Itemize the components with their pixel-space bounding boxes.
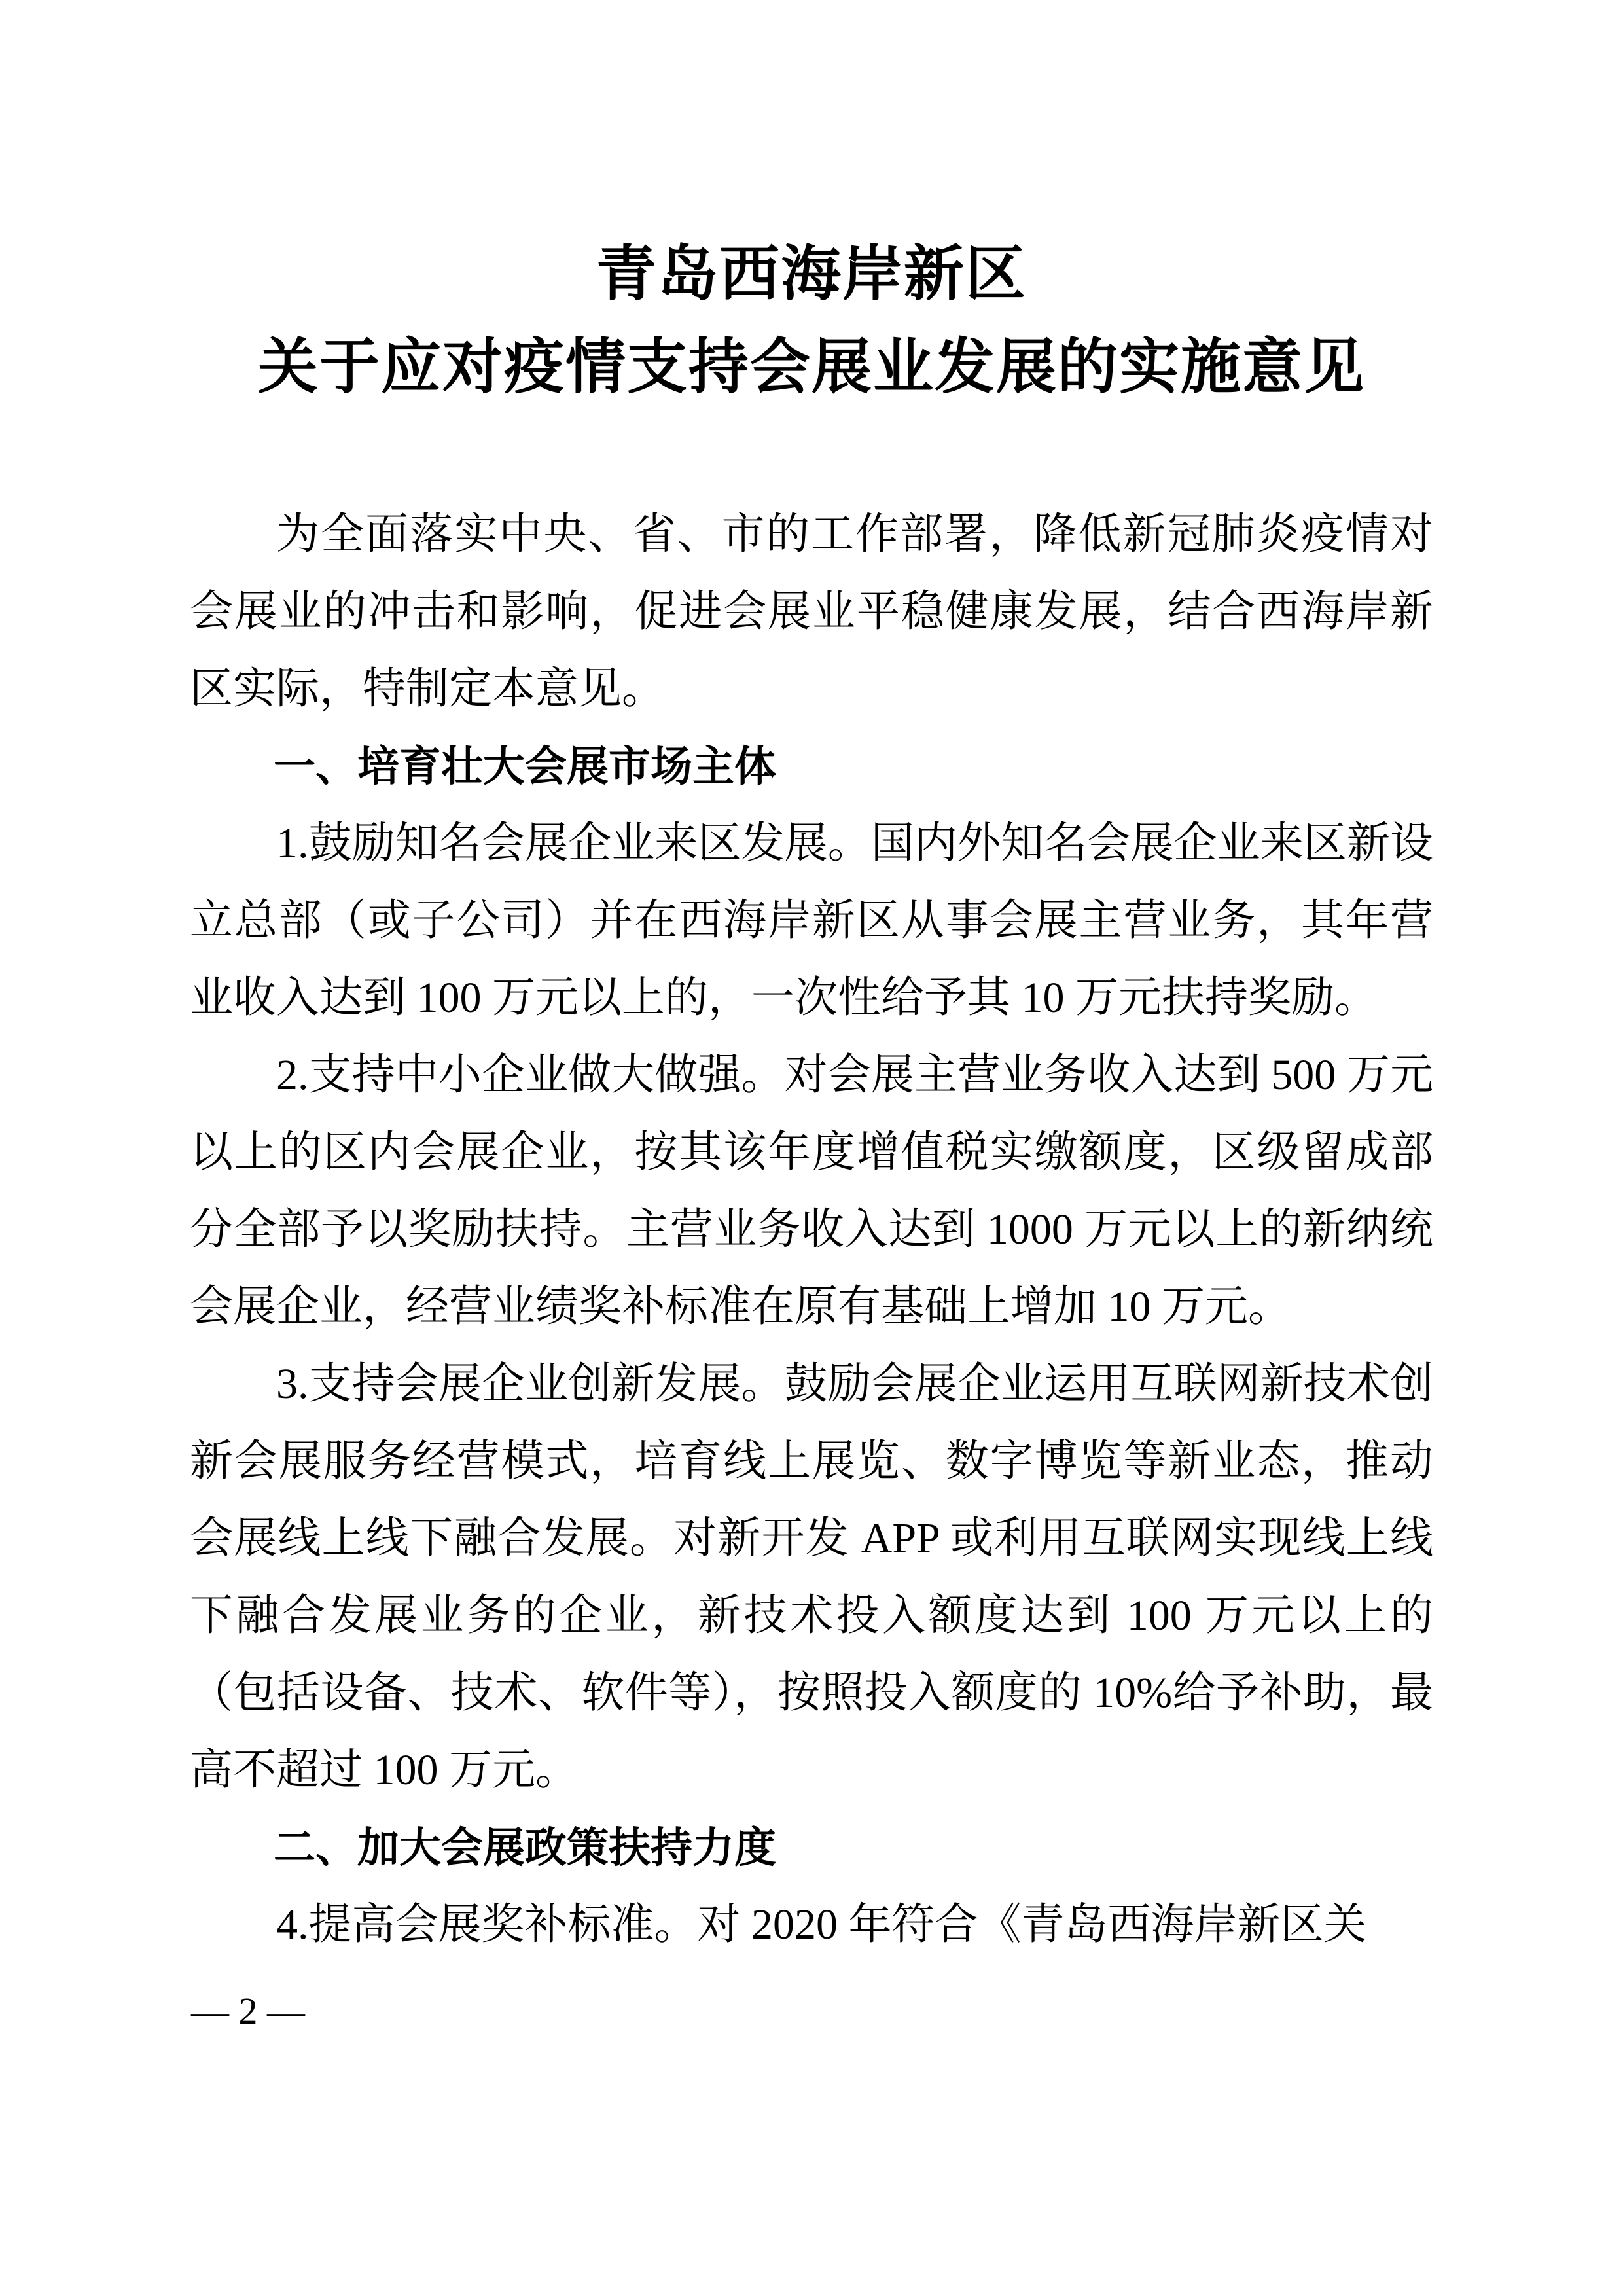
section-1-heading: 一、培育壮大会展市场主体 [274, 743, 776, 790]
document-title [0, 0, 1623, 414]
intro-paragraph: 为全面落实中央、省、市的工作部署，降低新冠肺炎疫情对会展业的冲击和影响，促进会展业平稳健康发展，结合西海岸新区实际，特制定本意见。 [190, 511, 1433, 713]
title-line-1: 青岛西海岸新区 [596, 241, 1027, 308]
item-4-paragraph: 4.提高会展奖补标准。对 2020 年符合《青岛西海岸新区关 [276, 1901, 1367, 1948]
item-3-paragraph: 3.支持会展企业创新发展。鼓励会展企业运用互联网新技术创新会展服务经营模式，培育线上展览、数字博览等新业态，推动会展线上线下融合发展。对新开发 APP 或利用互联网实现线上线下融合发展业务的企业，新技术投入额度达到 100 万元以上的（包括设备、技术、软件等），按照投入额度的 10%给予补助，最高不超过 100 万元。 [190, 1360, 1433, 1794]
title-line-2: 关于应对疫情支持会展业发展的实施意见 [257, 334, 1365, 401]
item-2-paragraph: 2.支持中小企业做大做强。对会展主营业务收入达到 500 万元以上的区内会展企业，按其该年度增值税实缴额度，区级留成部分全部予以奖励扶持。主营业务收入达到 1000 万元以上的新纳统会展企业，经营业绩奖补标准在原有基础上增加 10 万元。 [190, 1051, 1433, 1331]
page-number: — 2 — [191, 1990, 305, 2032]
document-body [190, 496, 1433, 1964]
item-1-paragraph: 1.鼓励知名会展企业来区发展。国内外知名会展企业来区新设立总部（或子公司）并在西海岸新区从事会展主营业务，其年营业收入达到 100 万元以上的，一次性给予其 10 万元扶持奖励。 [190, 819, 1433, 1022]
section-2-heading: 二、加大会展政策扶持力度 [274, 1824, 776, 1871]
